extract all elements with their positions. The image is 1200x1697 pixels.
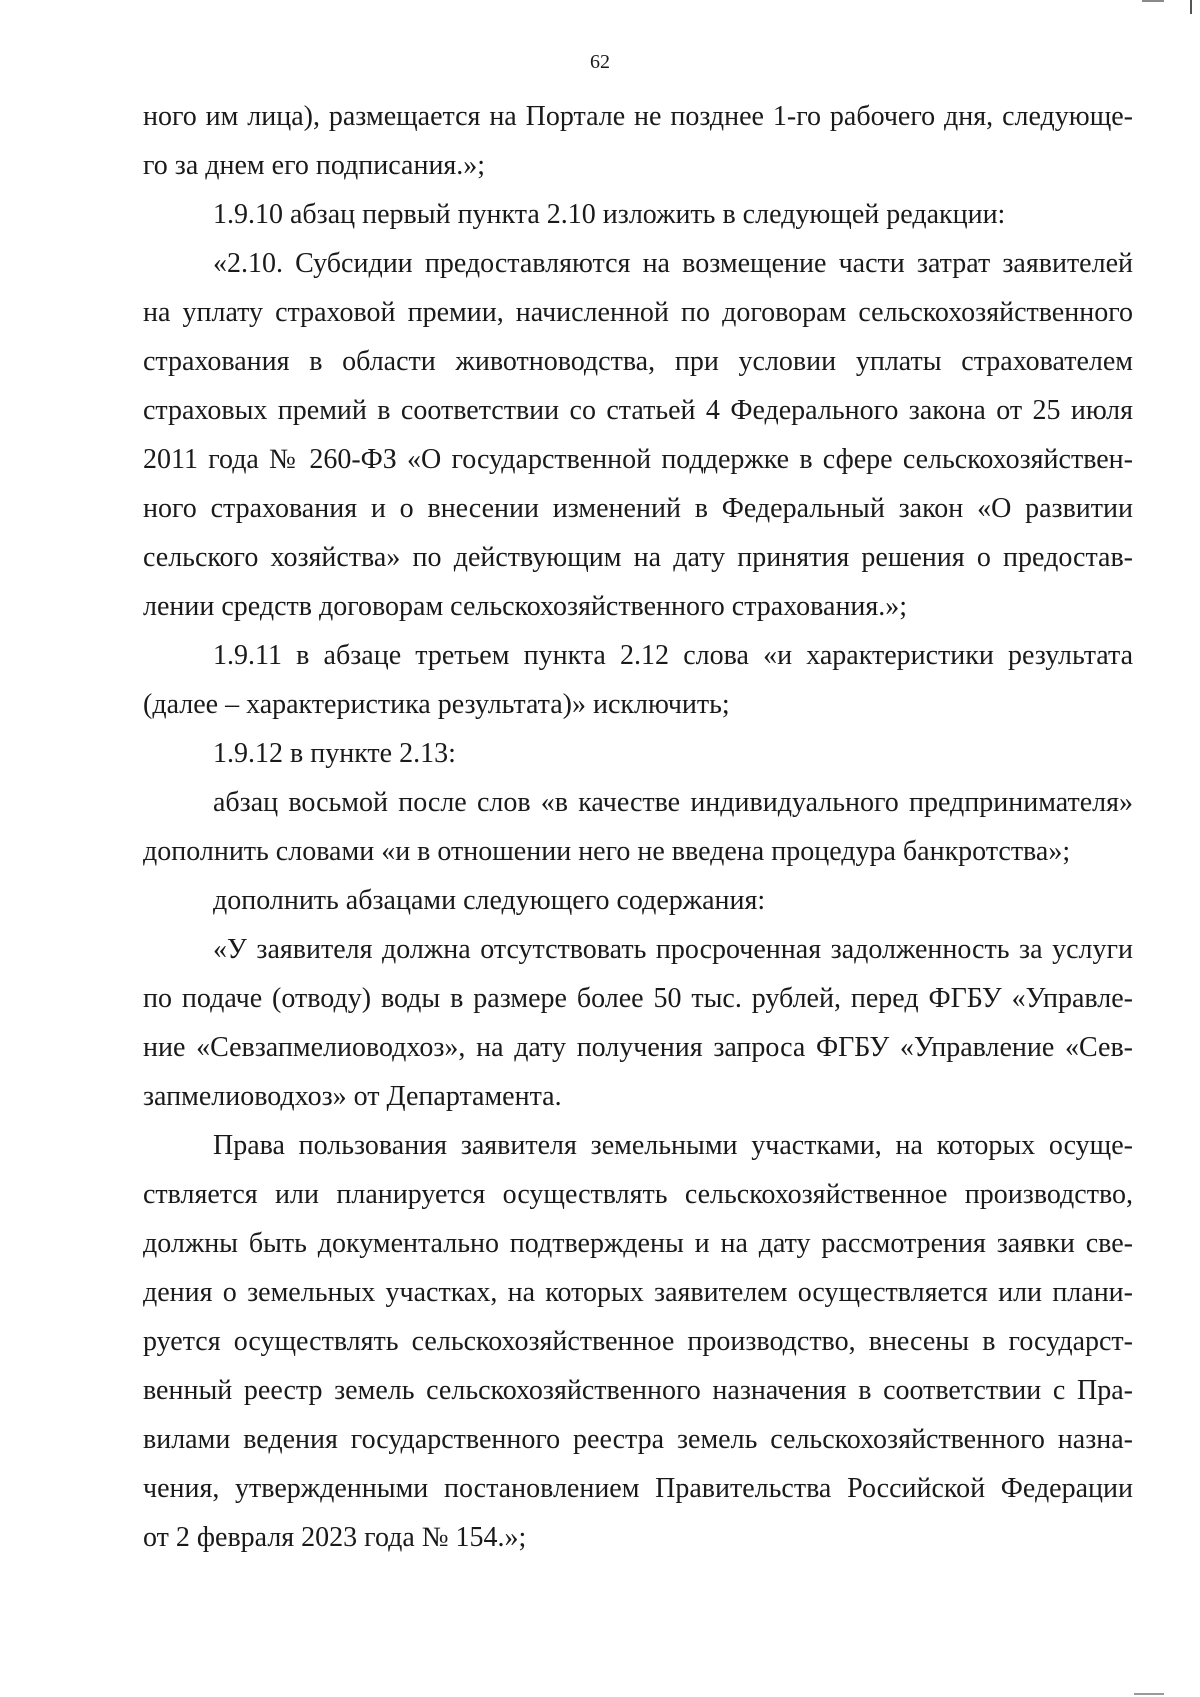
text-line: лении средств договорам сельскохозяйственного страхования.»;: [143, 591, 908, 622]
text-line: 1.9.10 абзац первый пункта 2.10 изложить в следующей редакции:: [213, 199, 1006, 230]
text-line: «2.10. Субсидии предоставляются на возмещение части затрат заявителей: [213, 248, 1133, 279]
text-line: от 2 февраля 2023 года № 154.»;: [143, 1522, 527, 1553]
text-line: (далее – характеристика результата)» исключить;: [143, 689, 730, 720]
text-line: по подаче (отводу) воды в размере более 50 тыс. рублей, перед ФГБУ «Управле-: [143, 983, 1133, 1014]
page-number: 62: [590, 51, 610, 73]
text-line: должны быть документально подтверждены и на дату рассмотрения заявки све-: [143, 1228, 1133, 1259]
text-line: чения, утвержденными постановлением Правительства Российской Федерации: [143, 1473, 1133, 1504]
scan-artifact-tick: [1190, 0, 1192, 14]
text-line: венный реестр земель сельскохозяйственного назначения в соответствии с Пра-: [143, 1375, 1133, 1406]
text-line: «У заявителя должна отсутствовать просроченная задолженность за услуги: [213, 934, 1133, 965]
text-line: абзац восьмой после слов «в качестве индивидуального предпринимателя»: [213, 787, 1133, 818]
text-line: дополнить словами «и в отношении него не введена процедура банкротства»;: [143, 836, 1071, 867]
text-line: руется осуществлять сельскохозяйственное производство, внесены в государст-: [143, 1326, 1133, 1357]
text-line: го за днем его подписания.»;: [143, 150, 486, 181]
text-line: сельского хозяйства» по действующим на дату принятия решения о предостав-: [143, 542, 1133, 573]
text-line: запмелиоводхоз» от Департамента.: [143, 1081, 562, 1112]
text-line: ствляется или планируется осуществлять сельскохозяйственное производство,: [143, 1179, 1133, 1210]
text-line: ного страхования и о внесении изменений в Федеральный закон «О развитии: [143, 493, 1133, 524]
document-body: [143, 92, 1133, 1562]
text-line: 1.9.11 в абзаце третьем пункта 2.12 слова «и характеристики результата: [213, 640, 1133, 671]
text-line: дения о земельных участках, на которых заявителем осуществляется или плани-: [143, 1277, 1133, 1308]
text-line: 2011 года № 260-ФЗ «О государственной поддержке в сфере сельскохозяйствен-: [143, 444, 1133, 475]
text-line: страховых премий в соответствии со статьей 4 Федерального закона от 25 июля: [143, 395, 1133, 426]
scan-artifact-top: [1142, 0, 1164, 2]
text-line: на уплату страховой премии, начисленной по договорам сельскохозяйственного: [143, 297, 1133, 328]
text-line: дополнить абзацами следующего содержания:: [213, 885, 766, 916]
text-line: ного им лица), размещается на Портале не позднее 1-го рабочего дня, следующе-: [143, 101, 1133, 132]
text-line: ние «Севзапмелиоводхоз», на дату получения запроса ФГБУ «Управление «Сев-: [143, 1032, 1133, 1063]
text-line: страхования в области животноводства, при условии уплаты страхователем: [143, 346, 1133, 377]
text-line: вилами ведения государственного реестра земель сельскохозяйственного назна-: [143, 1424, 1133, 1455]
text-line: 1.9.12 в пункте 2.13:: [213, 738, 456, 769]
scan-artifact-bottom: [1134, 1693, 1164, 1695]
text-line: Права пользования заявителя земельными участками, на которых осуще-: [213, 1130, 1133, 1161]
